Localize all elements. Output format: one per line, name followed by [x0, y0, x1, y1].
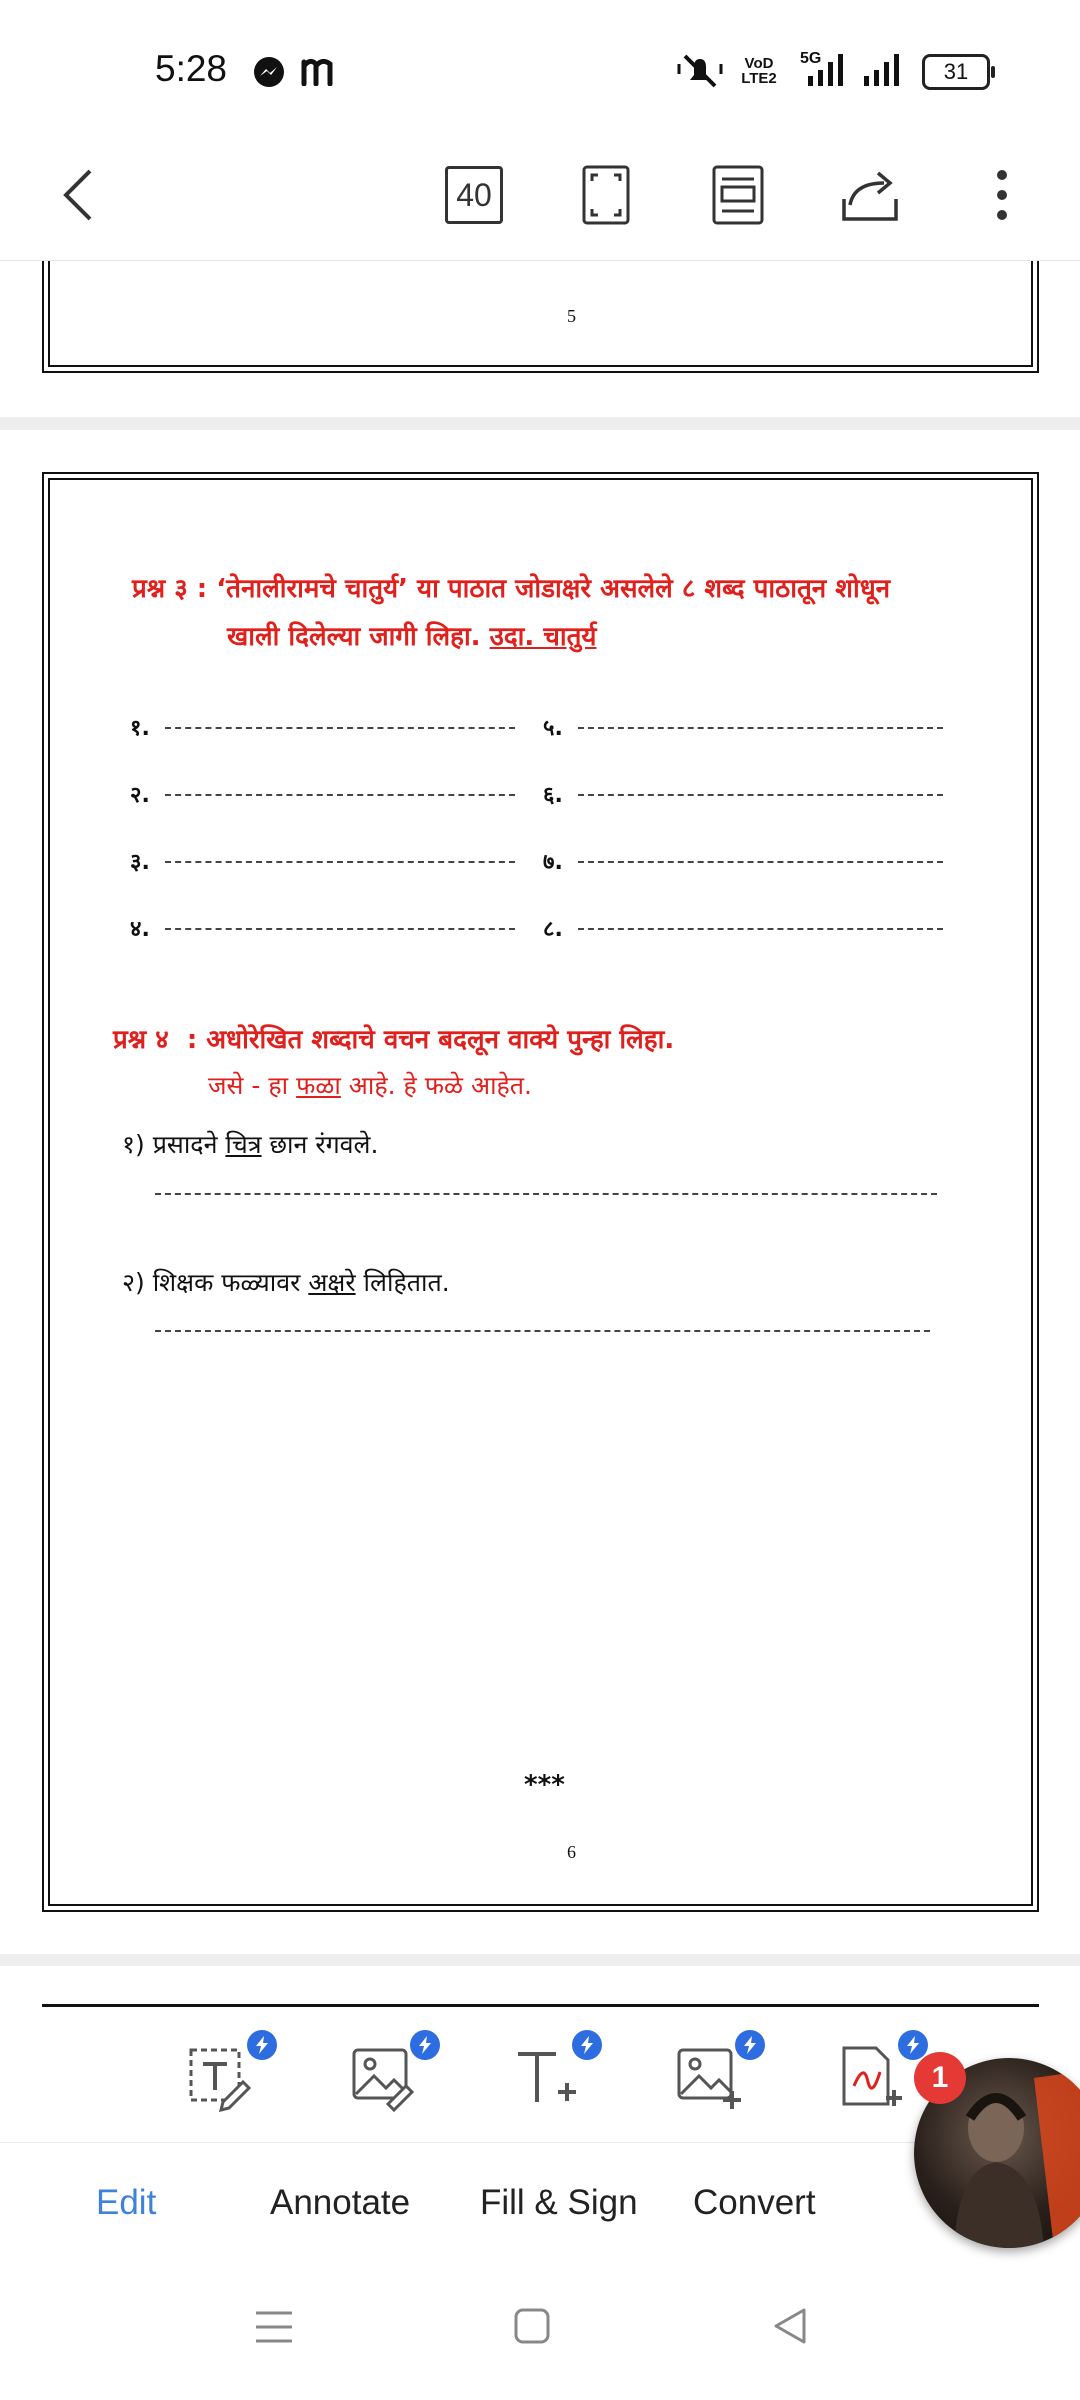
add-image-tool[interactable]	[673, 2042, 743, 2112]
answer-line[interactable]	[165, 928, 515, 930]
premium-badge-icon	[898, 2030, 928, 2060]
tab-annotate[interactable]: Annotate	[270, 2183, 411, 2222]
sentence-2-pre: २) शिक्षक फळ्यावर	[122, 1268, 301, 1297]
page-number: 5	[567, 306, 576, 326]
sign-pdf-tool[interactable]	[836, 2042, 906, 2112]
answer-label: २.	[130, 783, 150, 808]
q3-label: प्रश्न ३ :	[132, 574, 208, 604]
sentence-1	[122, 1127, 378, 1161]
add-image-icon	[673, 2042, 743, 2112]
m-app-icon	[300, 56, 340, 86]
sentence-1-word: चित्र	[225, 1130, 262, 1159]
answer-label: १.	[130, 716, 150, 741]
top-toolbar	[0, 130, 1080, 261]
answer-line[interactable]	[165, 727, 515, 729]
sentence-2-post: लिहितात.	[363, 1268, 450, 1297]
question-3	[132, 565, 992, 661]
q3-text-line2: खाली दिलेल्या जागी लिहा.	[227, 622, 481, 652]
5g-signal-icon	[800, 50, 850, 90]
messenger-icon	[252, 55, 286, 89]
recent-apps-icon[interactable]	[254, 2307, 294, 2347]
nav-back-icon[interactable]	[770, 2306, 810, 2346]
add-text-icon	[510, 2042, 580, 2112]
battery-indicator: 31	[922, 54, 990, 90]
reading-mode-button[interactable]	[698, 155, 778, 235]
q3-example: उदा. चातुर्य	[489, 622, 597, 652]
q4-example-word: फळा	[296, 1071, 341, 1100]
answer-line[interactable]	[578, 794, 943, 796]
answer-line[interactable]	[578, 861, 943, 863]
question-4	[113, 1020, 674, 1056]
share-icon	[840, 165, 900, 225]
sentence-1-post: छान रंगवले.	[269, 1130, 379, 1159]
answer-label: ४.	[130, 917, 150, 942]
sign-pdf-icon	[836, 2042, 906, 2112]
pages-icon	[445, 166, 503, 224]
edit-image-tool[interactable]	[348, 2042, 418, 2112]
tab-fill-sign[interactable]: Fill & Sign	[480, 2183, 638, 2222]
page-count: 40	[456, 176, 492, 213]
network-type-label: 5G	[800, 50, 822, 67]
edit-text-tool[interactable]	[185, 2042, 255, 2112]
reading-mode-icon	[712, 165, 764, 225]
back-icon	[58, 165, 98, 225]
home-icon[interactable]	[512, 2306, 552, 2346]
q4-example-pre: जसे - हा	[208, 1071, 289, 1100]
q4-example-post: आहे. हे फळे आहेत.	[348, 1071, 532, 1100]
answer-label: ६.	[543, 783, 563, 808]
q4-text: : अधोरेखित शब्दाचे वचन बदलून वाक्ये पुन्हा लिहा.	[186, 1025, 675, 1055]
pages-button[interactable]	[434, 155, 514, 235]
more-button[interactable]	[962, 155, 1042, 235]
page-number: 6	[567, 1842, 576, 1862]
status-time: 5:28	[155, 48, 228, 89]
status-bar	[0, 0, 1080, 130]
fullscreen-icon	[582, 165, 630, 225]
share-button[interactable]	[830, 155, 910, 235]
premium-badge-icon	[247, 2030, 277, 2060]
q4-example	[208, 1068, 532, 1102]
answer-line[interactable]	[155, 1193, 937, 1195]
fullscreen-button[interactable]	[566, 155, 646, 235]
answer-label: ५.	[543, 716, 563, 741]
volte-icon: VoD LTE2	[741, 55, 777, 87]
answer-label: ८.	[543, 917, 563, 942]
mute-icon	[675, 52, 725, 90]
back-button[interactable]	[38, 155, 118, 235]
sentence-2	[122, 1265, 450, 1299]
answer-line[interactable]	[165, 794, 515, 796]
tab-edit[interactable]: Edit	[96, 2183, 157, 2222]
pdf-page-7	[0, 1966, 1080, 2012]
answer-label: ३.	[130, 850, 150, 875]
pdf-page-5	[0, 261, 1080, 417]
end-stars: ***	[524, 1770, 565, 1800]
answer-line[interactable]	[578, 928, 943, 930]
tab-convert[interactable]: Convert	[693, 2183, 816, 2222]
system-nav-bar	[0, 2262, 1080, 2400]
premium-badge-icon	[572, 2030, 602, 2060]
sentence-2-word: अक्षरे	[308, 1268, 356, 1297]
q3-text: ‘तेनालीरामचे चातुर्य’ या पाठात जोडाक्षरे असलेले ८ शब्द पाठातून शोधून	[216, 574, 891, 604]
edit-text-icon	[185, 2042, 255, 2112]
sentence-1-pre: १) प्रसादने	[122, 1130, 218, 1159]
more-icon	[994, 165, 1010, 225]
premium-badge-icon	[735, 2030, 765, 2060]
answer-line[interactable]	[165, 861, 515, 863]
answer-label: ७.	[543, 850, 563, 875]
signal-icon	[862, 52, 906, 88]
answer-line[interactable]	[155, 1330, 930, 1332]
premium-badge-icon	[410, 2030, 440, 2060]
edit-image-icon	[348, 2042, 418, 2112]
add-text-tool[interactable]	[510, 2042, 580, 2112]
notification-badge: 1	[914, 2052, 966, 2104]
q4-label: प्रश्न ४	[113, 1025, 169, 1055]
answer-line[interactable]	[578, 727, 943, 729]
